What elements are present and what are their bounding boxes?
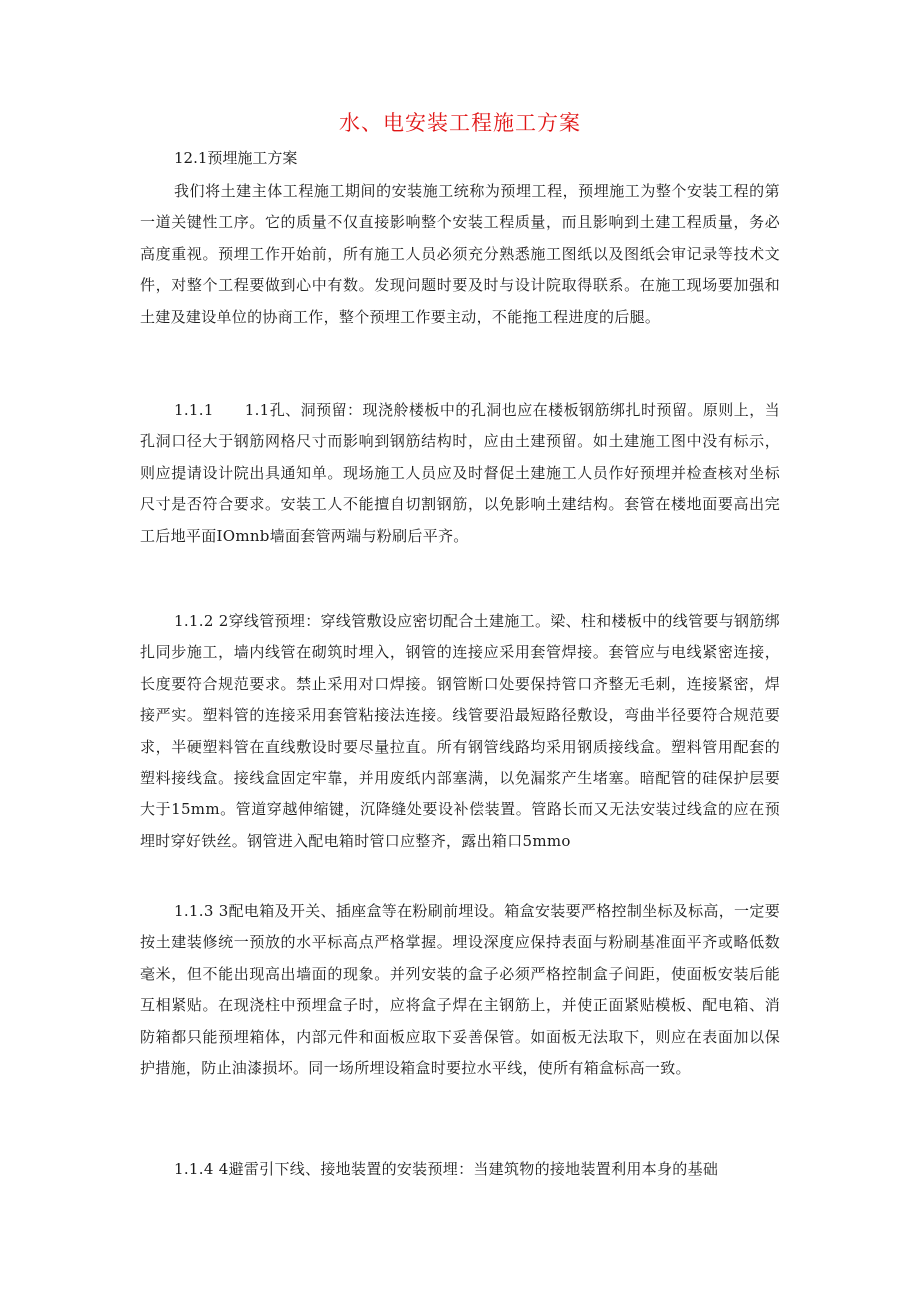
paragraph-distribution-box: 1.1.3 3配电箱及开关、插座盒等在粉刷前埋设。箱盒安装要严格控制坐标及标高，一定要按土建装修统一预放的水平标高点严格掌握。埋设深度应保持表面与粉刷基准面平齐或略低数毫米，但不能出现高出墙面的现象。并列安装的盒子必须严格控制盒子间距，使面板安装后能互相紧贴。在现浇柱中预埋盒子时，应将盒子焊在主钢筋上，并使正面紧贴模板、配电箱、消防箱都只能预埋箱体，内部元件和面板应取下妥善保管。如面板无法取下，则应在表面加以保护措施，防止油漆损坏。同一场所埋设箱盒时要拉水平线，使所有箱盒标高一致。 bbox=[140, 902, 780, 1078]
paragraph-conduit-embedding: 1.1.2 2穿线管预埋：穿线管敷设应密切配合土建施工。梁、柱和楼板中的线管要与钢筋绑扎同步施工，墙内线管在砌筑时埋入，钢管的连接应采用套管焊接。套管应与电线紧密连接，长度要符合规范要求。禁止采用对口焊接。钢管断口处要保持管口齐整无毛刺，连接紧密，焊接严实。塑料管的连接采用套管粘接法连接。线管要沿最短路径敷设，弯曲半径要符合规范要求，半硬塑料管在直线敷设时要尽量拉直。所有钢管线路均采用钢质接线盒。塑料管用配套的塑料接线盒。接线盒固定牢靠，并用废纸内部塞满，以免漏浆产生堵塞。暗配管的硅保护层要大于15mm。管道穿越伸缩键，沉降缝处要设补偿装置。管路长而又无法安装过线盒的应在预埋时穿好铁丝。钢管进入配电箱时管口应整齐，露出箱口5mmo bbox=[140, 612, 780, 850]
section-heading: 12.1预埋施工方案 bbox=[174, 149, 298, 167]
paragraph-hole-reservation: 1.1.1 1.1孔、洞预留：现浇舲楼板中的孔洞也应在楼板钢筋绑扎时预留。原则上，当孔洞口径大于钢筋网格尺寸而影响到钢筋结构时，应由土建预留。如土建施工图中没有标示，则应提请设计院出具通知单。现场施工人员应及时督促土建施工人员作好预埋并检查核对坐标尺寸是否符合要求。安装工人不能擅自切割钢筋，以免影响土建结构。套管在楼地面要高出完工后地平面IOmnb墙面套管两端与粉刷后平齐。 bbox=[140, 401, 780, 545]
document-title: 水、电安装工程施工方案 bbox=[339, 111, 581, 135]
paragraph-intro: 我们将土建主体工程施工期间的安装施工统称为预埋工程，预埋施工为整个安装工程的第一道关键性工序。它的质量不仅直接影响整个安装工程质量，而且影响到土建工程质量，务必高度重视。预埋工作开始前，所有施工人员必须充分熟悉施工图纸以及图纸会审记录等技术文件，对整个工程要做到心中有数。发现问题时要及时与设计院取得联系。在施工现场要加强和土建及建设单位的协商工作，整个预埋工作要主动，不能拖工程进度的后腿。 bbox=[140, 182, 780, 326]
paragraph-lightning-grounding: 1.1.4 4避雷引下线、接地装置的安装预埋：当建筑物的接地装置利用本身的基础 bbox=[174, 1160, 719, 1178]
